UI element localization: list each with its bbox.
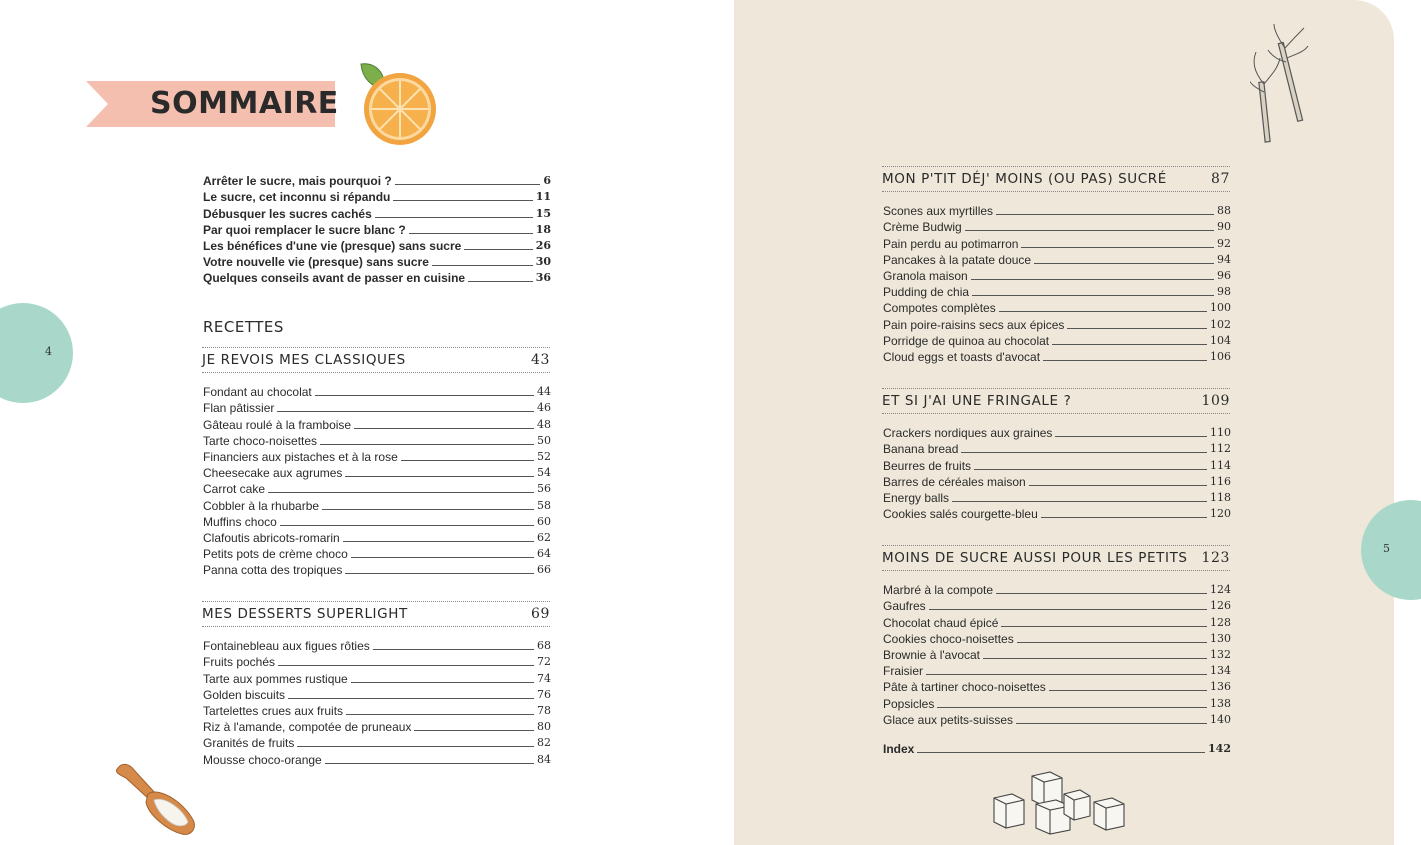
toc-entry-label: Popsicles (883, 696, 935, 711)
toc-entry-page: 6 (543, 174, 551, 188)
toc-entry[interactable] (883, 678, 1231, 694)
toc-entry-label: Cloud eggs et toasts d'avocat (883, 349, 1041, 364)
toc-entry-page: 118 (1210, 490, 1231, 504)
toc-entry-label: Pain perdu au potimarron (883, 236, 1019, 251)
toc-entry-label: Fruits pochés (203, 655, 276, 670)
toc-entry-label: Fraisier (883, 664, 924, 679)
sugar-cane-icon (1250, 22, 1310, 147)
dot-leader (464, 249, 532, 250)
toc-entry-page: 140 (1210, 712, 1231, 726)
toc-entry-label: Cheesecake aux agrumes (203, 466, 343, 481)
sugar-scoop-icon (112, 760, 202, 840)
toc-entry-label: Porridge de quinoa au chocolat (883, 333, 1050, 348)
section-classiques-list (203, 383, 551, 577)
dot-leader (999, 311, 1207, 312)
toc-entry-label: Marbré à la compote (883, 583, 994, 598)
toc-entry[interactable] (203, 702, 551, 718)
dot-leader (983, 658, 1207, 659)
dot-leader (401, 460, 534, 461)
toc-entry-page: 128 (1210, 615, 1231, 629)
toc-entry-page: 56 (537, 482, 551, 496)
toc-entry-label: Par quoi remplacer le sucre blanc ? (203, 222, 406, 237)
toc-entry[interactable] (883, 440, 1231, 456)
toc-entry-label: Granola maison (883, 268, 968, 283)
toc-entry-page: 98 (1217, 285, 1231, 299)
toc-entry-page: 106 (1210, 349, 1231, 363)
toc-entry-page: 62 (537, 530, 551, 544)
toc-entry-page: 88 (1217, 204, 1231, 218)
dot-leader (346, 714, 534, 715)
section-title: JE REVOIS MES CLASSIQUES (202, 352, 406, 368)
dot-leader (468, 281, 533, 282)
dot-leader (268, 492, 534, 493)
dot-leader (280, 525, 534, 526)
recettes-heading: RECETTES (203, 318, 284, 336)
dot-leader (1016, 723, 1207, 724)
toc-entry-page: 84 (537, 752, 551, 766)
toc-entry[interactable] (883, 251, 1231, 267)
toc-entry[interactable] (883, 613, 1231, 629)
toc-entry-label: Pudding de chia (883, 285, 970, 300)
toc-entry-page: 68 (537, 639, 551, 653)
toc-entry-label: Financiers aux pistaches et à la rose (203, 449, 398, 464)
section-petits-header[interactable] (882, 545, 1230, 571)
dot-leader (297, 746, 534, 747)
toc-entry[interactable] (203, 653, 551, 669)
dot-leader (1067, 328, 1207, 329)
toc-entry-label: Les bénéfices d'une vie (presque) sans sucre (203, 238, 462, 253)
toc-entry-page: 54 (537, 466, 551, 480)
dot-leader (952, 501, 1207, 502)
toc-entry-label: Flan pâtissier (203, 401, 275, 416)
toc-entry[interactable] (203, 734, 551, 750)
toc-entry[interactable] (203, 545, 551, 561)
toc-entry[interactable] (203, 448, 551, 464)
toc-entry-page: 78 (537, 703, 551, 717)
toc-entry-label: Gâteau roulé à la framboise (203, 417, 352, 432)
toc-entry-label: Granités de fruits (203, 736, 295, 751)
toc-entry[interactable] (203, 686, 551, 702)
toc-entry-page: 96 (1217, 268, 1231, 282)
dot-leader (917, 752, 1205, 753)
toc-entry-label: Tarte choco-noisettes (203, 433, 318, 448)
toc-entry-label: Cookies choco-noisettes (883, 631, 1014, 646)
toc-entry-page: 76 (537, 687, 551, 701)
toc-entry-page: 46 (537, 401, 551, 415)
toc-entry[interactable] (203, 432, 551, 448)
toc-entry[interactable] (883, 630, 1231, 646)
toc-entry[interactable] (883, 424, 1231, 440)
dot-leader (325, 763, 534, 764)
toc-entry[interactable] (883, 597, 1231, 613)
toc-entry-label: Arrêter le sucre, mais pourquoi ? (203, 174, 392, 189)
toc-entry-page: 136 (1210, 680, 1231, 694)
dot-leader (345, 573, 534, 574)
toc-entry-page: 15 (535, 206, 551, 220)
section-title: MES DESSERTS SUPERLIGHT (202, 606, 408, 622)
toc-entry-label: Golden biscuits (203, 687, 286, 702)
dot-leader (926, 674, 1207, 675)
toc-entry[interactable] (883, 283, 1231, 299)
toc-entry[interactable] (883, 489, 1231, 505)
dot-leader (1029, 485, 1207, 486)
toc-entry[interactable] (203, 496, 551, 512)
dot-leader (277, 411, 534, 412)
index-page: 142 (1208, 742, 1231, 756)
dot-leader (320, 444, 534, 445)
toc-entry[interactable] (883, 473, 1231, 489)
toc-entry-page: 18 (535, 222, 551, 236)
toc-entry-page: 138 (1210, 696, 1231, 710)
toc-entry-label: Glace aux petits-suisses (883, 712, 1014, 727)
section-petits-list (883, 581, 1231, 727)
intro-list (203, 172, 551, 285)
toc-entry-page: 134 (1210, 664, 1231, 678)
toc-entry[interactable] (203, 399, 551, 415)
toc-entry[interactable] (203, 464, 551, 480)
toc-entry[interactable] (203, 529, 551, 545)
toc-entry-page: 124 (1210, 583, 1231, 597)
toc-entry-label: Crackers nordiques aux graines (883, 426, 1053, 441)
section-fringale-list (883, 424, 1231, 521)
toc-entry-page: 126 (1210, 599, 1231, 613)
section-superlight-header[interactable] (202, 601, 550, 627)
toc-entry-label: Mousse choco-orange (203, 752, 322, 767)
toc-entry-label: Energy balls (883, 490, 950, 505)
dot-leader (315, 395, 534, 396)
dot-leader (351, 557, 534, 558)
right-page-number: 5 (1383, 542, 1390, 555)
dot-leader (972, 295, 1214, 296)
dot-leader (354, 428, 534, 429)
toc-entry-label: Tartelettes crues aux fruits (203, 703, 344, 718)
section-title: MOINS DE SUCRE AUSSI POUR LES PETITS (882, 550, 1188, 566)
section-classiques-header[interactable] (202, 347, 550, 373)
orange-slice-icon (356, 60, 442, 150)
toc-entry-label: Gaufres (883, 599, 926, 614)
dot-leader (1043, 360, 1207, 361)
toc-entry-page: 72 (537, 655, 551, 669)
toc-entry-label: Pancakes à la patate douce (883, 252, 1032, 267)
toc-entry[interactable] (203, 172, 551, 188)
toc-entry[interactable] (883, 202, 1231, 218)
dot-leader (1041, 517, 1207, 518)
toc-entry[interactable] (883, 646, 1231, 662)
toc-entry-label: Muffins choco (203, 514, 277, 529)
toc-entry[interactable] (883, 267, 1231, 283)
dot-leader (996, 214, 1214, 215)
toc-entry-page: 36 (535, 271, 551, 285)
toc-entry[interactable] (203, 253, 551, 269)
toc-entry[interactable] (883, 218, 1231, 234)
dot-leader (345, 476, 534, 477)
toc-entry[interactable] (883, 505, 1231, 521)
toc-entry-page: 92 (1217, 236, 1231, 250)
dot-leader (288, 698, 534, 699)
dot-leader (322, 509, 534, 510)
index-entry[interactable] (883, 740, 1231, 756)
section-page: 87 (1210, 171, 1230, 187)
dot-leader (1049, 690, 1207, 691)
toc-entry-label: Quelques conseils avant de passer en cuisine (203, 271, 466, 286)
toc-entry-page: 82 (537, 736, 551, 750)
toc-entry-page: 58 (537, 498, 551, 512)
toc-entry[interactable] (203, 637, 551, 653)
toc-entry[interactable] (883, 456, 1231, 472)
section-title: MON P'TIT DÉJ' MOINS (OU PAS) SUCRÉ (882, 171, 1167, 187)
toc-entry-page: 90 (1217, 220, 1231, 234)
toc-entry[interactable] (203, 237, 551, 253)
toc-entry[interactable] (883, 711, 1231, 727)
toc-entry[interactable] (883, 332, 1231, 348)
toc-entry-page: 60 (537, 514, 551, 528)
sugar-cubes-icon (990, 770, 1140, 835)
toc-entry-label: Beurres de fruits (883, 458, 972, 473)
toc-entry-label: Cookies salés courgette-bleu (883, 507, 1038, 522)
section-page: 69 (530, 606, 550, 622)
toc-entry-label: Crème Budwig (883, 220, 962, 235)
section-page: 43 (530, 352, 550, 368)
dot-leader (278, 665, 534, 666)
section-title: ET SI J'AI UNE FRINGALE ? (882, 393, 1072, 409)
toc-entry[interactable] (203, 718, 551, 734)
toc-entry-page: 64 (537, 547, 551, 561)
toc-entry[interactable] (203, 669, 551, 685)
index-label: Index (883, 742, 915, 757)
dot-leader (432, 265, 533, 266)
section-page: 109 (1201, 393, 1230, 409)
dot-leader (937, 707, 1207, 708)
toc-entry-label: Scones aux myrtilles (883, 204, 994, 219)
toc-entry-page: 120 (1210, 507, 1231, 521)
toc-entry-label: Le sucre, cet inconnu si répandu (203, 190, 391, 205)
toc-entry[interactable] (883, 315, 1231, 331)
toc-entry-page: 50 (537, 433, 551, 447)
toc-entry-page: 48 (537, 417, 551, 431)
dot-leader (414, 730, 534, 731)
toc-entry-label: Clafoutis abricots-romarin (203, 530, 340, 545)
toc-entry[interactable] (883, 348, 1231, 364)
toc-entry-label: Riz à l'amande, compotée de pruneaux (203, 720, 412, 735)
toc-entry[interactable] (203, 383, 551, 399)
dot-leader (971, 279, 1214, 280)
toc-entry-label: Chocolat chaud épicé (883, 615, 999, 630)
dot-leader (974, 469, 1207, 470)
toc-entry[interactable] (203, 221, 551, 237)
toc-entry-label: Carrot cake (203, 482, 266, 497)
left-page-number: 4 (45, 345, 52, 358)
toc-entry-page: 11 (535, 190, 551, 204)
left-page-number-badge (0, 303, 73, 403)
toc-entry[interactable] (203, 188, 551, 204)
toc-entry[interactable] (203, 750, 551, 766)
toc-entry-label: Banana bread (883, 442, 959, 457)
toc-entry-label: Brownie à l'avocat (883, 647, 981, 662)
toc-entry[interactable] (203, 561, 551, 577)
toc-entry-page: 116 (1210, 474, 1231, 488)
toc-entry-page: 30 (535, 255, 551, 269)
toc-entry[interactable] (883, 694, 1231, 710)
toc-entry-page: 26 (535, 238, 551, 252)
toc-entry-label: Débusquer les sucres cachés (203, 206, 372, 221)
toc-entry-page: 52 (537, 449, 551, 463)
toc-entry[interactable] (883, 234, 1231, 250)
toc-entry-page: 112 (1210, 442, 1231, 456)
toc-entry-page: 66 (537, 563, 551, 577)
section-ptitdej-header[interactable] (882, 166, 1230, 192)
dot-leader (1001, 626, 1207, 627)
section-ptitdej-list (883, 202, 1231, 364)
toc-entry-page: 132 (1210, 647, 1231, 661)
dot-leader (351, 682, 534, 683)
dot-leader (409, 233, 533, 234)
toc-entry-label: Fontainebleau aux figues rôties (203, 639, 370, 654)
toc-entry-page: 104 (1210, 333, 1231, 347)
toc-entry-label: Panna cotta des tropiques (203, 563, 343, 578)
toc-entry-page: 100 (1210, 301, 1231, 315)
toc-entry-label: Compotes complètes (883, 301, 996, 316)
toc-entry-page: 94 (1217, 252, 1231, 266)
toc-entry[interactable] (203, 204, 551, 220)
dot-leader (1017, 642, 1207, 643)
toc-entry[interactable] (203, 415, 551, 431)
section-superlight-list (203, 637, 551, 767)
toc-entry-label: Votre nouvelle vie (presque) sans sucre (203, 255, 429, 270)
toc-entry-label: Tarte aux pommes rustique (203, 671, 348, 686)
dot-leader (393, 200, 532, 201)
toc-entry[interactable] (203, 480, 551, 496)
dot-leader (1021, 247, 1214, 248)
section-page: 123 (1201, 550, 1230, 566)
toc-entry-label: Petits pots de crème choco (203, 547, 348, 562)
toc-entry-label: Pâte à tartiner choco-noisettes (883, 680, 1046, 695)
dot-leader (996, 593, 1207, 594)
toc-entry-page: 130 (1210, 631, 1231, 645)
toc-entry-page: 110 (1210, 426, 1231, 440)
dot-leader (1055, 436, 1207, 437)
toc-entry-page: 44 (537, 385, 551, 399)
dot-leader (1034, 263, 1214, 264)
dot-leader (1052, 344, 1207, 345)
dot-leader (395, 184, 541, 185)
toc-entry-page: 80 (537, 720, 551, 734)
dot-leader (965, 230, 1214, 231)
toc-entry[interactable] (883, 581, 1231, 597)
toc-entry-label: Pain poire-raisins secs aux épices (883, 317, 1065, 332)
toc-entry[interactable] (883, 299, 1231, 315)
toc-entry[interactable] (203, 513, 551, 529)
dot-leader (343, 541, 534, 542)
dot-leader (375, 217, 533, 218)
dot-leader (929, 609, 1207, 610)
toc-entry-page: 102 (1210, 317, 1231, 331)
toc-entry[interactable] (883, 662, 1231, 678)
section-fringale-header[interactable] (882, 388, 1230, 414)
toc-entry[interactable] (203, 269, 551, 285)
toc-entry-label: Cobbler à la rhubarbe (203, 498, 320, 513)
toc-entry-label: Barres de céréales maison (883, 474, 1026, 489)
page-title: SOMMAIRE (150, 86, 339, 121)
toc-entry-label: Fondant au chocolat (203, 385, 312, 400)
dot-leader (961, 452, 1207, 453)
toc-entry-page: 74 (537, 671, 551, 685)
toc-entry-page: 114 (1210, 458, 1231, 472)
dot-leader (373, 649, 534, 650)
